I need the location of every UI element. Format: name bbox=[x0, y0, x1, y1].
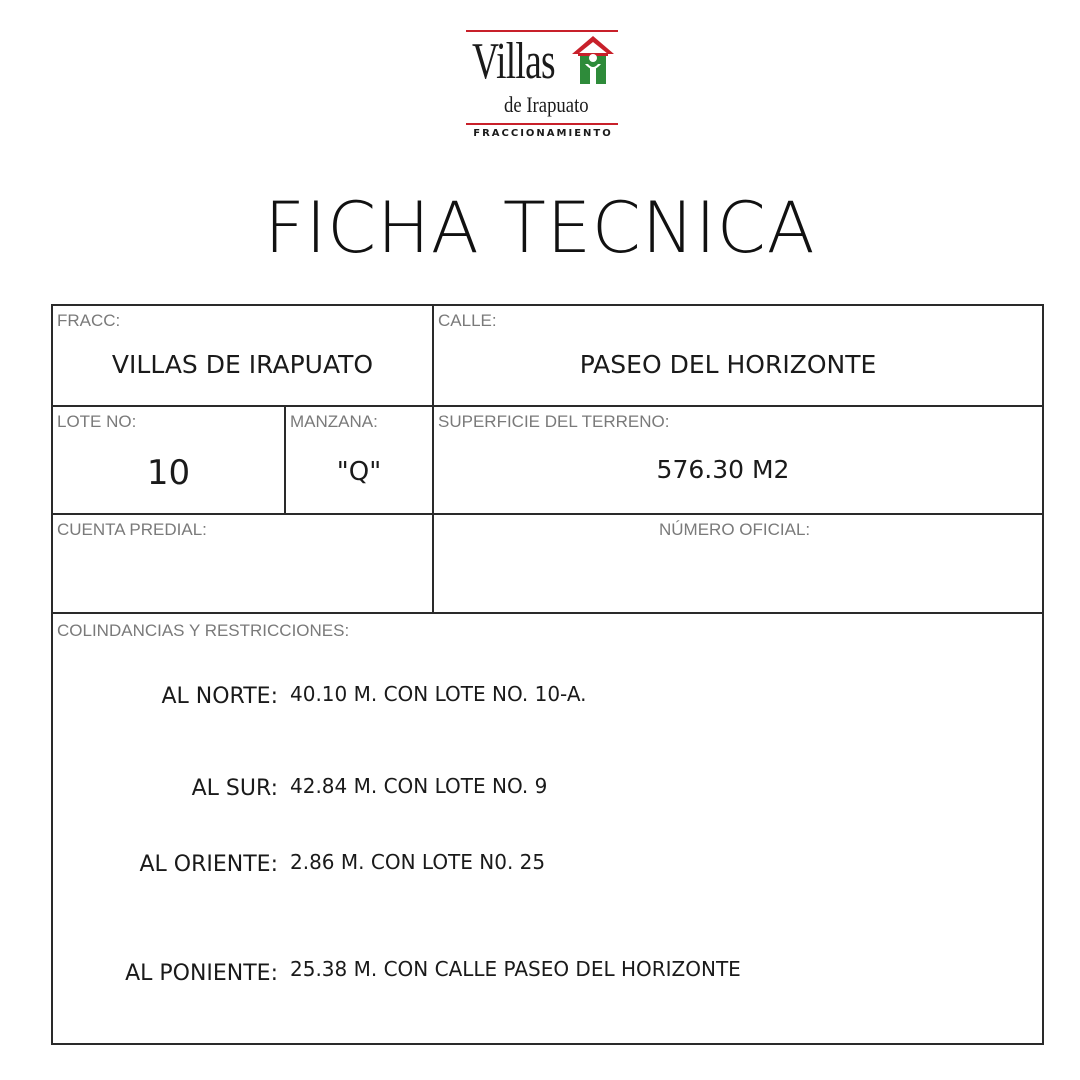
fracc-label: FRACC: bbox=[57, 311, 121, 330]
brand-logo bbox=[466, 30, 618, 142]
technical-sheet-form bbox=[51, 304, 1044, 1045]
logo-subtitle: de Irapuato bbox=[504, 92, 589, 117]
lote-cell bbox=[51, 405, 286, 515]
logo-rule-top bbox=[466, 30, 618, 32]
superficie-cell bbox=[432, 405, 1044, 515]
colindancias-label: COLINDANCIAS Y RESTRICCIONES: bbox=[57, 621, 350, 640]
calle-value: PASEO DEL HORIZONTE bbox=[579, 350, 877, 379]
manzana-value: "Q" bbox=[336, 457, 382, 487]
boundary-north-key: AL NORTE: bbox=[161, 684, 278, 709]
boundary-south bbox=[53, 774, 1042, 814]
boundary-west-value: 25.38 M. CON CALLE PASEO DEL HORIZONTE bbox=[290, 957, 741, 981]
manzana-label: MANZANA: bbox=[290, 412, 378, 431]
boundary-east bbox=[53, 850, 1042, 890]
numero-oficial-cell bbox=[432, 513, 1044, 614]
logo-tagline: FRACCIONAMIENTO bbox=[473, 128, 613, 139]
colindancias-cell bbox=[51, 612, 1044, 1045]
boundary-south-value: 42.84 M. CON LOTE NO. 9 bbox=[290, 774, 548, 798]
lote-label: LOTE NO: bbox=[57, 412, 137, 431]
cuenta-predial-cell bbox=[51, 513, 434, 614]
manzana-cell bbox=[284, 405, 434, 515]
boundary-north bbox=[53, 682, 1042, 722]
superficie-label: SUPERFICIE DEL TERRENO: bbox=[438, 412, 670, 431]
calle-cell bbox=[432, 304, 1044, 407]
page-title: FICHA TECNICA bbox=[264, 187, 816, 269]
house-person-icon bbox=[570, 34, 616, 86]
boundary-east-key: AL ORIENTE: bbox=[139, 852, 278, 877]
boundary-north-value: 40.10 M. CON LOTE NO. 10-A. bbox=[290, 682, 587, 706]
superficie-value: 576.30 M2 bbox=[656, 455, 790, 484]
lote-value: 10 bbox=[146, 453, 191, 493]
fracc-cell bbox=[51, 304, 434, 407]
cuenta-predial-label: CUENTA PREDIAL: bbox=[57, 520, 207, 539]
boundary-south-key: AL SUR: bbox=[191, 776, 278, 801]
boundary-west bbox=[53, 959, 1042, 999]
logo-rule-bottom bbox=[466, 123, 618, 125]
boundary-east-value: 2.86 M. CON LOTE N0. 25 bbox=[290, 850, 546, 874]
logo-wordmark: Villas bbox=[472, 33, 555, 90]
fracc-value: VILLAS DE IRAPUATO bbox=[111, 350, 374, 379]
numero-oficial-label: NÚMERO OFICIAL: bbox=[659, 520, 811, 539]
calle-label: CALLE: bbox=[438, 311, 497, 330]
boundary-west-key: AL PONIENTE: bbox=[125, 961, 278, 986]
